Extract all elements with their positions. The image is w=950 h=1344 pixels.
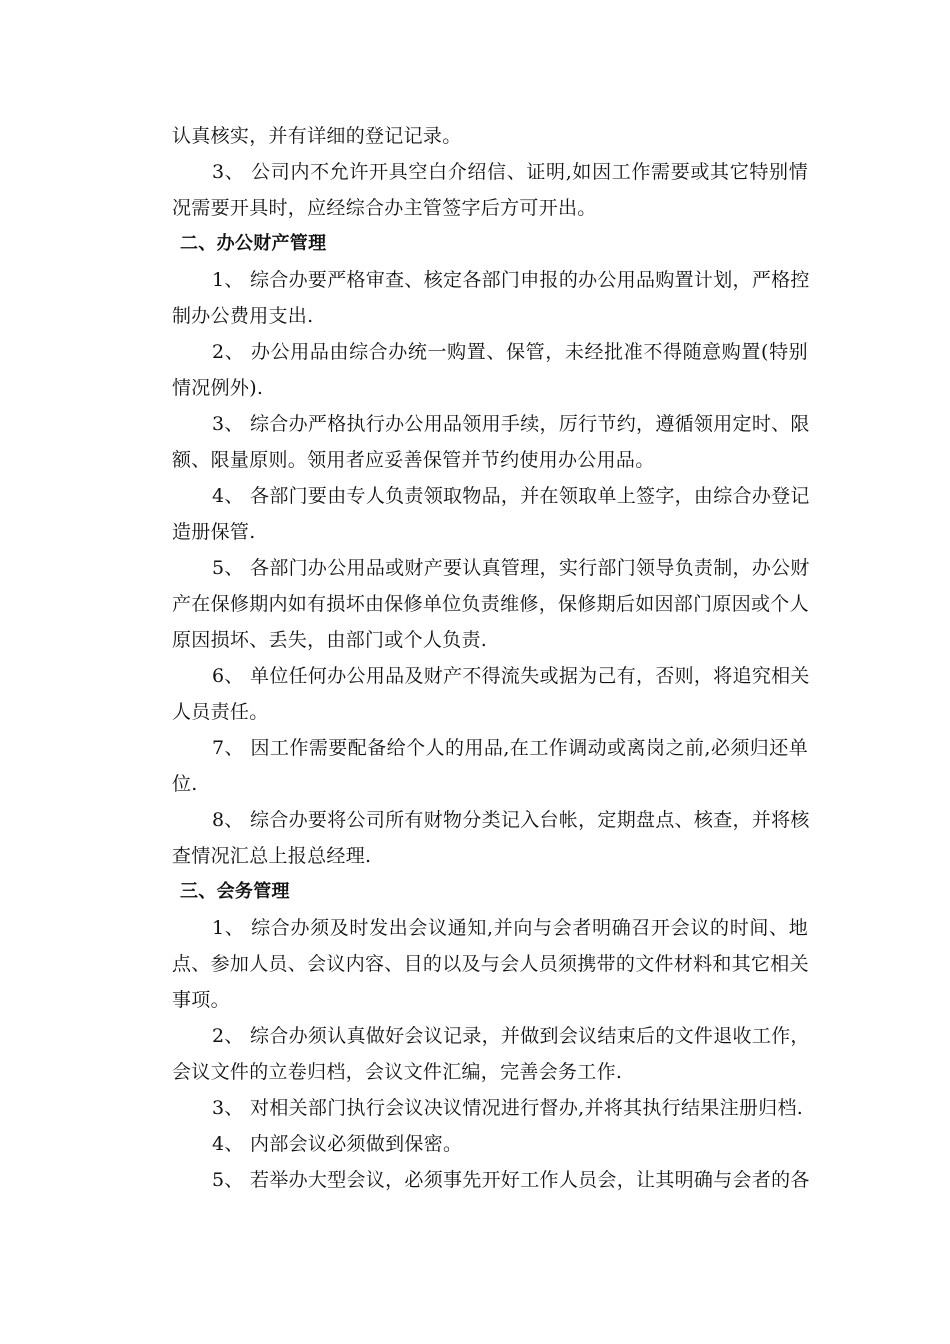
paragraph-line: 原因损坏、丢失，由部门或个人负责. xyxy=(172,629,488,651)
section-heading: 二、办公财产管理 xyxy=(180,233,327,254)
paragraph-line: 2、 办公用品由综合办统一购置、保管，未经批准不得随意购置(特别 xyxy=(212,341,808,363)
paragraph-line: 6、 单位任何办公用品及财产不得流失或据为己有，否则，将追究相关 xyxy=(212,665,810,687)
paragraph-line: 事项。 xyxy=(172,989,230,1011)
paragraph-line: 1、 综合办须及时发出会议通知,并向与会者明确召开会议的时间、地 xyxy=(212,917,808,939)
paragraph-line: 5、 若举办大型会议，必须事先开好工作人员会，让其明确与会者的各 xyxy=(212,1169,810,1191)
paragraph-line: 况需要开具时，应经综合办主管签字后方可开出。 xyxy=(172,197,597,219)
section-heading: 三、会务管理 xyxy=(180,881,290,902)
paragraph-line: 点、参加人员、会议内容、目的以及与会人员须携带的文件材料和其它相关 xyxy=(172,953,809,975)
paragraph-line: 7、 因工作需要配备给个人的用品,在工作调动或离岗之前,必须归还单 xyxy=(212,737,808,759)
paragraph-line: 产在保修期内如有损坏由保修单位负责维修，保修期后如因部门原因或个人 xyxy=(172,593,809,615)
paragraph-line: 4、 内部会议必须做到保密。 xyxy=(212,1133,463,1155)
paragraph-line: 制办公费用支出. xyxy=(172,305,314,327)
paragraph-line: 人员责任。 xyxy=(172,701,269,723)
paragraph-line: 认真核实，并有详细的登记记录。 xyxy=(172,125,462,147)
paragraph-line: 额、限量原则。领用者应妥善保管并节约使用办公用品。 xyxy=(172,449,655,471)
paragraph-line: 5、 各部门办公用品或财产要认真管理，实行部门领导负责制，办公财 xyxy=(212,557,810,579)
paragraph-line: 会议文件的立卷归档，会议文件汇编，完善会务工作. xyxy=(172,1061,623,1083)
paragraph-line: 3、 公司内不允许开具空白介绍信、证明,如因工作需要或其它特别情 xyxy=(212,161,808,183)
paragraph-line: 8、 综合办要将公司所有财物分类记入台帐，定期盘点、核查，并将核 xyxy=(212,809,810,831)
paragraph-line: 造册保管. xyxy=(172,521,256,543)
paragraph-line: 查情况汇总上报总经理. xyxy=(172,845,372,867)
paragraph-line: 2、 综合办须认真做好会议记录，并做到会议结束后的文件退收工作， xyxy=(212,1025,810,1047)
paragraph-line: 3、 综合办严格执行办公用品领用手续，厉行节约，遵循领用定时、限 xyxy=(212,413,810,435)
document-body xyxy=(172,118,808,1198)
paragraph-line: 1、 综合办要严格审查、核定各部门申报的办公用品购置计划，严格控 xyxy=(212,269,810,291)
paragraph-line: 情况例外). xyxy=(172,377,264,399)
paragraph-line: 4、 各部门要由专人负责领取物品，并在领取单上签字，由综合办登记 xyxy=(212,485,810,507)
paragraph-line: 3、 对相关部门执行会议决议情况进行督办,并将其执行结果注册归档. xyxy=(212,1097,804,1119)
paragraph-line: 位. xyxy=(172,773,198,795)
